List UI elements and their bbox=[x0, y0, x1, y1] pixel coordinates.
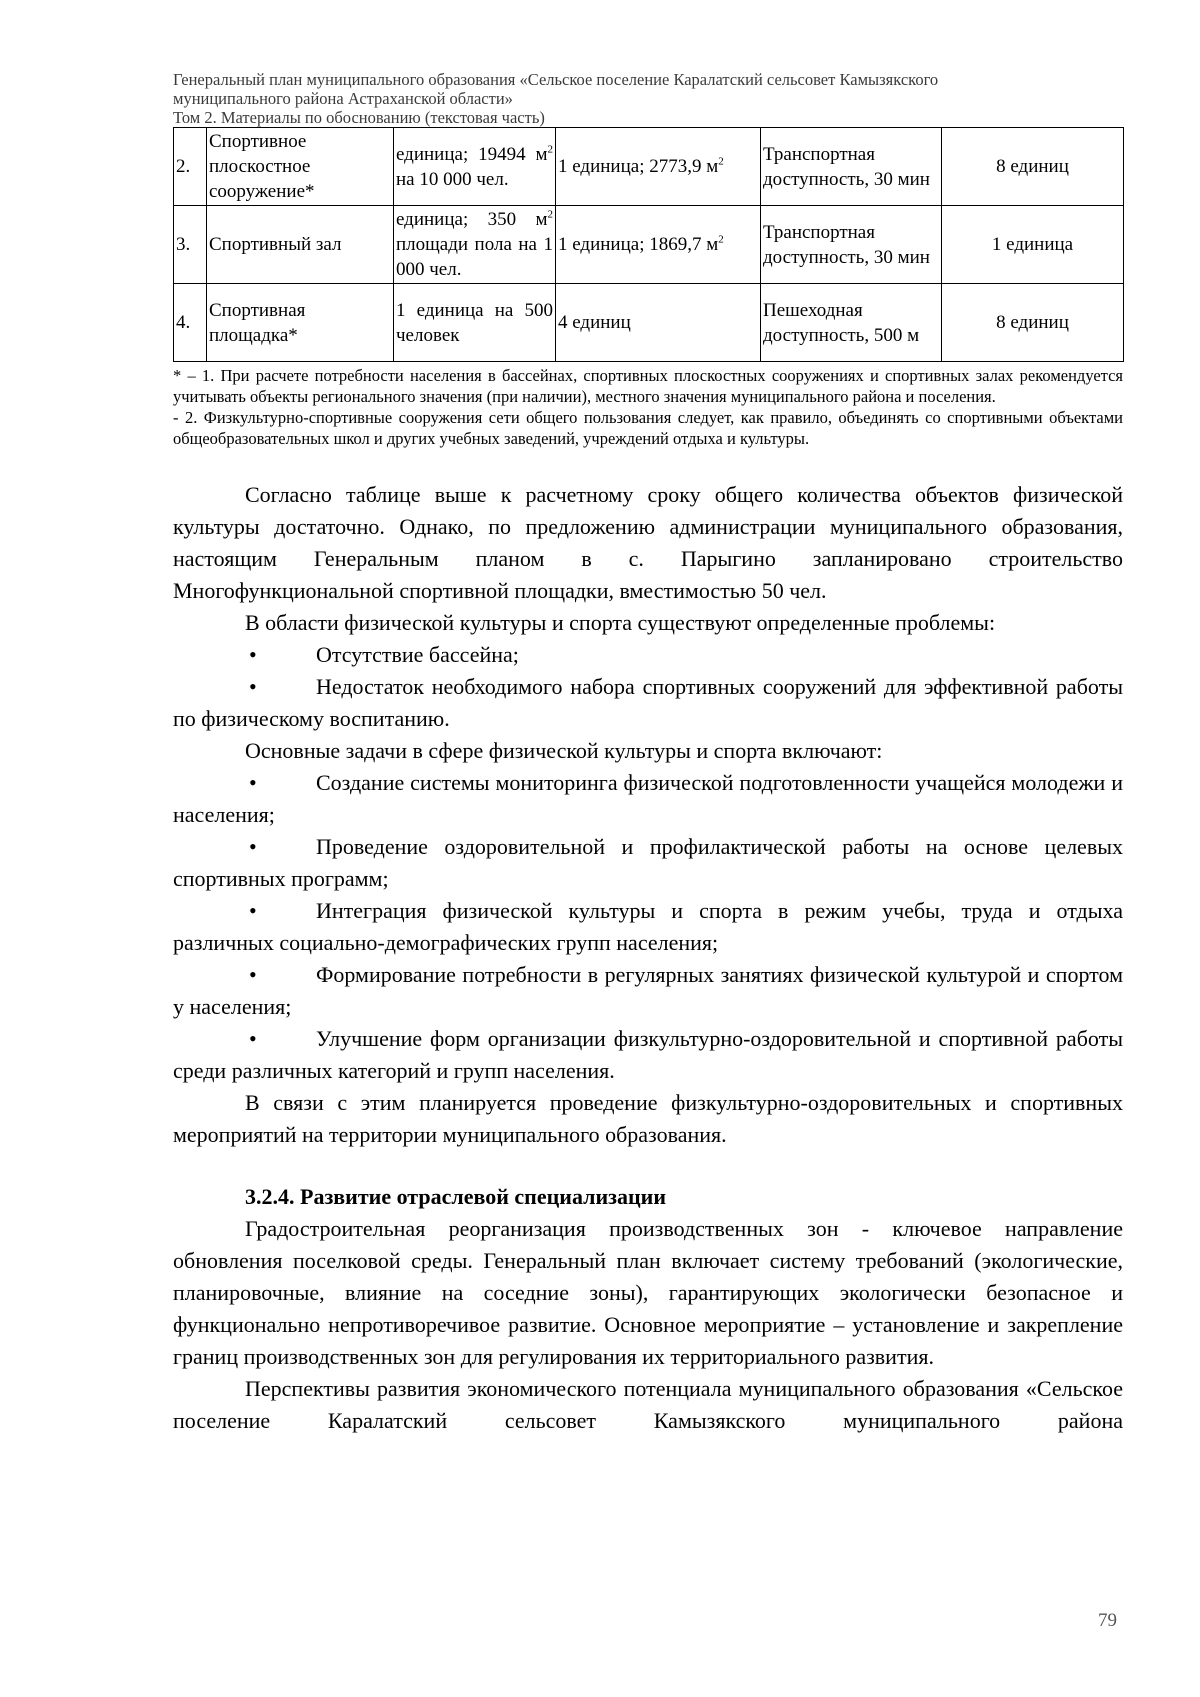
header-line-3: Том 2. Материалы по обоснованию (текстовая часть) bbox=[173, 108, 545, 127]
paragraph: Градостроительная реорганизация производственных зон - ключевое направление обновления поселковой среды. Генеральный план включает систему требований (экологические, планировочные, влияние на соседние зоны), гарантирующих экологически безопасное и функционально непротиворечивое развитие. Основное мероприятие – установление и закрепление границ производственных зон для регулирования их территориального развития. bbox=[173, 1216, 1123, 1369]
row-number: 4. bbox=[174, 284, 207, 362]
task-item: • Улучшение форм организации физкультурно-оздоровительной и спортивной работы среди различных категорий и групп населения. bbox=[173, 1026, 1123, 1083]
existing-cell: 1 единица; 1869,7 $м^2$ bbox=[556, 206, 761, 284]
table-row bbox=[174, 206, 1124, 284]
existing-cell: 4 единиц bbox=[556, 284, 761, 362]
task-item: • Создание системы мониторинга физической подготовленности учащейся молодежи и населения; bbox=[173, 770, 1123, 827]
norm-cell: единица; 350 $м^2$ площади пола на 1 000 чел. bbox=[394, 206, 556, 284]
facility-name: Спортивный зал bbox=[207, 206, 394, 284]
problem-item: • Недостаток необходимого набора спортивных сооружений для эффективной работы по физическому воспитанию. bbox=[173, 674, 1123, 731]
section-heading: 3.2.4. Развитие отраслевой специализации bbox=[245, 1184, 667, 1209]
norm-cell: единица; 19494 $м^2$ на 10 000 чел. bbox=[394, 128, 556, 206]
need-cell: 8 единиц bbox=[942, 284, 1124, 362]
row-number: 3. bbox=[174, 206, 207, 284]
document-page bbox=[173, 70, 1123, 1437]
table-row bbox=[174, 284, 1124, 362]
page-number: 79 bbox=[1098, 1610, 1117, 1631]
table-row bbox=[174, 128, 1124, 206]
existing-cell: 1 единица; 2773,9 $м^2$ bbox=[556, 128, 761, 206]
facility-name: Спортивное плоскостное сооружение* bbox=[207, 128, 394, 206]
norm-cell: 1 единица на 500 человек bbox=[394, 284, 556, 362]
row-number: 2. bbox=[174, 128, 207, 206]
header-line-1: Генеральный план муниципального образования «Сельское поселение Каралатский сельсовет Камызякского bbox=[173, 70, 939, 89]
need-cell: 1 единица bbox=[942, 206, 1124, 284]
main-text bbox=[173, 479, 1123, 1437]
task-item: • Проведение оздоровительной и профилактической работы на основе целевых спортивных программ; bbox=[173, 834, 1123, 891]
task-item: • Интеграция физической культуры и спорта в режим учебы, труда и отдыха различных социально-демографических групп населения; bbox=[173, 898, 1123, 955]
paragraph: Согласно таблице выше к расчетному сроку общего количества объектов физической культуры достаточно. Однако, по предложению администрации муниципального образования, настоящим Генеральным планом в с. Парыгино запланировано строительство Многофункциональной спортивной площадки, вместимостью 50 чел. bbox=[173, 482, 1123, 603]
paragraph: В связи с этим планируется проведение физкультурно-оздоровительных и спортивных мероприятий на территории муниципального образования. bbox=[173, 1090, 1123, 1147]
table-footnotes bbox=[173, 365, 1123, 449]
sports-facilities-table bbox=[173, 127, 1124, 362]
paragraph: Основные задачи в сфере физической культуры и спорта включают: bbox=[245, 738, 883, 763]
accessibility-cell: Транспортная доступность, 30 мин bbox=[761, 206, 942, 284]
facility-name: Спортивная площадка* bbox=[207, 284, 394, 362]
need-cell: 8 единиц bbox=[942, 128, 1124, 206]
problem-item: • Отсутствие бассейна; bbox=[249, 642, 519, 667]
footnote-1: * – 1. При расчете потребности населения в бассейнах, спортивных плоскостных сооружениях и спортивных залах рекомендуется учитывать объекты регионального значения (при наличии), местного значения муниципального района и поселения. bbox=[173, 366, 1123, 406]
task-item: • Формирование потребности в регулярных занятиях физической культурой и спортом у населения; bbox=[173, 962, 1123, 1019]
accessibility-cell: Пешеходная доступность, 500 м bbox=[761, 284, 942, 362]
accessibility-cell: Транспортная доступность, 30 мин bbox=[761, 128, 942, 206]
header-line-2: муниципального района Астраханской области» bbox=[173, 89, 513, 108]
running-header bbox=[173, 70, 1123, 127]
paragraph: В области физической культуры и спорта существуют определенные проблемы: bbox=[245, 610, 996, 635]
paragraph: Перспективы развития экономического потенциала муниципального образования «Сельское поселение Каралатский сельсовет Камызякского муниципального района bbox=[173, 1376, 1123, 1433]
footnote-2: - 2. Физкультурно-спортивные сооружения сети общего пользования следует, как правило, объединять со спортивными объектами общеобразовательных школ и других учебных заведений, учреждений отдыха и культуры. bbox=[173, 408, 1123, 448]
